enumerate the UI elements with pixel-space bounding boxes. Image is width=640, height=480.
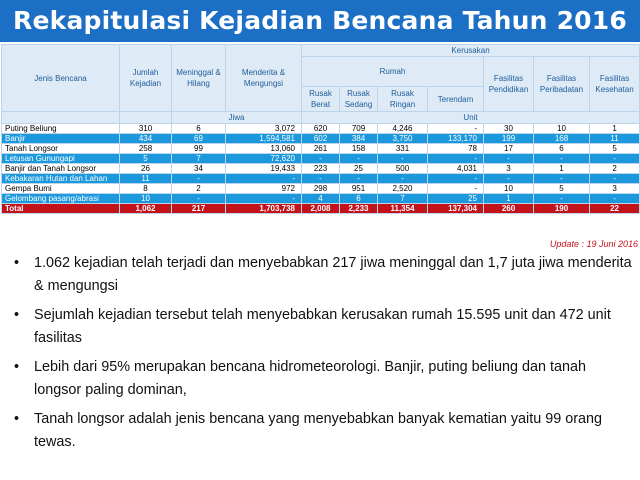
bullet-dot-icon: •: [14, 255, 20, 271]
bullet-item: [12, 252, 632, 298]
header-meninggal-hilang: Meninggal & Hilang: [172, 45, 226, 112]
cell-rusak-berat: 2,008: [302, 204, 340, 214]
cell-rusak-sedang: 384: [340, 134, 378, 144]
cell-fasilitas-pendidikan: 30: [484, 124, 534, 134]
cell-fasilitas-pendidikan: 17: [484, 144, 534, 154]
cell-meninggal-hilang: 7: [172, 154, 226, 164]
cell-fasilitas-kesehatan: -: [590, 174, 640, 184]
total-row: [2, 204, 640, 214]
table-row: [2, 184, 640, 194]
cell-rusak-sedang: 2,233: [340, 204, 378, 214]
cell-fasilitas-kesehatan: 11: [590, 134, 640, 144]
cell-menderita-mengungsi: 19,433: [226, 164, 302, 174]
table-row: [2, 174, 640, 184]
cell-meninggal-hilang: 6: [172, 124, 226, 134]
cell-meninggal-hilang: -: [172, 174, 226, 184]
bullet-item: [12, 408, 632, 454]
cell-fasilitas-pendidikan: 199: [484, 134, 534, 144]
cell-terendam: -: [428, 154, 484, 164]
cell-jenis-bencana: Letusan Gunungapi: [2, 154, 120, 164]
cell-rusak-sedang: 6: [340, 194, 378, 204]
cell-fasilitas-pendidikan: 1: [484, 194, 534, 204]
cell-terendam: 25: [428, 194, 484, 204]
summary-bullets: [12, 252, 632, 460]
cell-terendam: -: [428, 124, 484, 134]
bullet-text: 1.062 kejadian telah terjadi dan menyebabkan 217 jiwa meninggal dan 1,7 juta jiwa menderita & mengungsi: [34, 255, 632, 294]
header-rusak-ringan: Rusak Ringan: [378, 87, 428, 112]
cell-fasilitas-peribadatan: 5: [534, 184, 590, 194]
cell-jumlah-kejadian: 258: [120, 144, 172, 154]
cell-fasilitas-pendidikan: 10: [484, 184, 534, 194]
cell-rusak-sedang: -: [340, 154, 378, 164]
disaster-recap-table: [1, 44, 640, 214]
cell-fasilitas-peribadatan: 168: [534, 134, 590, 144]
bullet-dot-icon: •: [14, 359, 20, 375]
header-rumah: Rumah: [302, 57, 484, 87]
cell-rusak-sedang: 709: [340, 124, 378, 134]
cell-jenis-bencana: Banjir: [2, 134, 120, 144]
cell-rusak-ringan: -: [378, 174, 428, 184]
cell-meninggal-hilang: 99: [172, 144, 226, 154]
table-header: [2, 45, 640, 124]
cell-rusak-ringan: 2,520: [378, 184, 428, 194]
cell-terendam: -: [428, 184, 484, 194]
cell-fasilitas-pendidikan: -: [484, 154, 534, 164]
cell-rusak-ringan: 3,750: [378, 134, 428, 144]
title-bar: [0, 0, 640, 42]
cell-fasilitas-peribadatan: 6: [534, 144, 590, 154]
header-terendam: Terendam: [428, 87, 484, 112]
cell-fasilitas-peribadatan: -: [534, 194, 590, 204]
cell-terendam: 133,170: [428, 134, 484, 144]
disaster-table-container: [1, 44, 639, 214]
cell-rusak-ringan: 11,354: [378, 204, 428, 214]
cell-terendam: 78: [428, 144, 484, 154]
header-blank-2: [120, 112, 172, 124]
update-note: Update : 19 Juni 2016: [549, 239, 638, 249]
cell-menderita-mengungsi: 3,072: [226, 124, 302, 134]
cell-fasilitas-kesehatan: -: [590, 194, 640, 204]
table-row: [2, 154, 640, 164]
bullet-dot-icon: •: [14, 411, 20, 427]
header-kerusakan: Kerusakan: [302, 45, 640, 57]
cell-fasilitas-kesehatan: 3: [590, 184, 640, 194]
cell-fasilitas-peribadatan: -: [534, 154, 590, 164]
cell-jenis-bencana: Banjir dan Tanah Longsor: [2, 164, 120, 174]
cell-rusak-sedang: -: [340, 174, 378, 184]
cell-fasilitas-peribadatan: -: [534, 174, 590, 184]
cell-rusak-berat: 223: [302, 164, 340, 174]
cell-rusak-berat: -: [302, 174, 340, 184]
header-jiwa: Jiwa: [172, 112, 302, 124]
header-fasilitas-peribadatan: Fasilitas Peribadatan: [534, 57, 590, 112]
bullet-dot-icon: •: [14, 307, 20, 323]
bullet-text: Tanah longsor adalah jenis bencana yang menyebabkan banyak kematian yaitu 99 orang tewas.: [34, 411, 603, 450]
cell-jenis-bencana: Gempa Bumi: [2, 184, 120, 194]
cell-rusak-berat: -: [302, 154, 340, 164]
table-body: [2, 124, 640, 214]
cell-menderita-mengungsi: 72,620: [226, 154, 302, 164]
cell-fasilitas-kesehatan: 2: [590, 164, 640, 174]
cell-meninggal-hilang: 34: [172, 164, 226, 174]
cell-fasilitas-kesehatan: 5: [590, 144, 640, 154]
cell-fasilitas-pendidikan: 260: [484, 204, 534, 214]
cell-jenis-bencana: Tanah Longsor: [2, 144, 120, 154]
cell-jumlah-kejadian: 5: [120, 154, 172, 164]
cell-fasilitas-kesehatan: 22: [590, 204, 640, 214]
cell-fasilitas-peribadatan: 10: [534, 124, 590, 134]
cell-jumlah-kejadian: 11: [120, 174, 172, 184]
cell-jumlah-kejadian: 1,062: [120, 204, 172, 214]
header-menderita-mengungsi: Menderita & Mengungsi: [226, 45, 302, 112]
cell-meninggal-hilang: 217: [172, 204, 226, 214]
cell-menderita-mengungsi: 972: [226, 184, 302, 194]
header-fasilitas-kesehatan: Fasilitas Kesehatan: [590, 57, 640, 112]
cell-rusak-ringan: 4,246: [378, 124, 428, 134]
table-row: [2, 124, 640, 134]
cell-fasilitas-peribadatan: 1: [534, 164, 590, 174]
cell-rusak-berat: 4: [302, 194, 340, 204]
bullet-item: [12, 304, 632, 350]
header-rusak-sedang: Rusak Sedang: [340, 87, 378, 112]
cell-rusak-ringan: 331: [378, 144, 428, 154]
slide-title: Rekapitulasi Kejadian Bencana Tahun 2016: [13, 6, 627, 35]
cell-terendam: -: [428, 174, 484, 184]
cell-jumlah-kejadian: 26: [120, 164, 172, 174]
cell-terendam: 4,031: [428, 164, 484, 174]
cell-rusak-berat: 620: [302, 124, 340, 134]
cell-menderita-mengungsi: 1,594,581: [226, 134, 302, 144]
cell-menderita-mengungsi: 1,703,738: [226, 204, 302, 214]
cell-rusak-sedang: 158: [340, 144, 378, 154]
cell-fasilitas-kesehatan: 1: [590, 124, 640, 134]
table-row: [2, 194, 640, 204]
bullet-text: Lebih dari 95% merupakan bencana hidrometeorologi. Banjir, puting beliung dan tanah longsor paling dominan,: [34, 359, 587, 398]
cell-meninggal-hilang: 69: [172, 134, 226, 144]
cell-fasilitas-pendidikan: 3: [484, 164, 534, 174]
header-jumlah-kejadian: Jumlah Kejadian: [120, 45, 172, 112]
table-row: [2, 134, 640, 144]
cell-fasilitas-kesehatan: -: [590, 154, 640, 164]
cell-jenis-bencana: Gelombang pasang/abrasi: [2, 194, 120, 204]
cell-jumlah-kejadian: 8: [120, 184, 172, 194]
bullet-text: Sejumlah kejadian tersebut telah menyebabkan kerusakan rumah 15.595 unit dan 472 unit fasilitas: [34, 307, 611, 346]
cell-rusak-berat: 602: [302, 134, 340, 144]
header-unit: Unit: [302, 112, 640, 124]
cell-rusak-ringan: 7: [378, 194, 428, 204]
table-row: [2, 144, 640, 154]
cell-jenis-bencana: Puting Beliung: [2, 124, 120, 134]
header-fasilitas-pendidikan: Fasilitas Pendidikan: [484, 57, 534, 112]
cell-menderita-mengungsi: -: [226, 194, 302, 204]
cell-jumlah-kejadian: 434: [120, 134, 172, 144]
header-rusak-berat: Rusak Berat: [302, 87, 340, 112]
cell-rusak-sedang: 25: [340, 164, 378, 174]
cell-terendam: 137,304: [428, 204, 484, 214]
cell-jumlah-kejadian: 10: [120, 194, 172, 204]
cell-rusak-ringan: 500: [378, 164, 428, 174]
cell-jenis-bencana: Total: [2, 204, 120, 214]
cell-menderita-mengungsi: 13,060: [226, 144, 302, 154]
bullet-item: [12, 356, 632, 402]
header-blank-1: [2, 112, 120, 124]
table-row: [2, 164, 640, 174]
cell-rusak-berat: 298: [302, 184, 340, 194]
cell-rusak-ringan: -: [378, 154, 428, 164]
cell-fasilitas-peribadatan: 190: [534, 204, 590, 214]
cell-rusak-berat: 261: [302, 144, 340, 154]
cell-menderita-mengungsi: -: [226, 174, 302, 184]
cell-jenis-bencana: Kebakaran Hutan dan Lahan: [2, 174, 120, 184]
cell-rusak-sedang: 951: [340, 184, 378, 194]
header-jenis-bencana: Jenis Bencana: [2, 45, 120, 112]
cell-fasilitas-pendidikan: -: [484, 174, 534, 184]
cell-meninggal-hilang: -: [172, 194, 226, 204]
cell-meninggal-hilang: 2: [172, 184, 226, 194]
cell-jumlah-kejadian: 310: [120, 124, 172, 134]
